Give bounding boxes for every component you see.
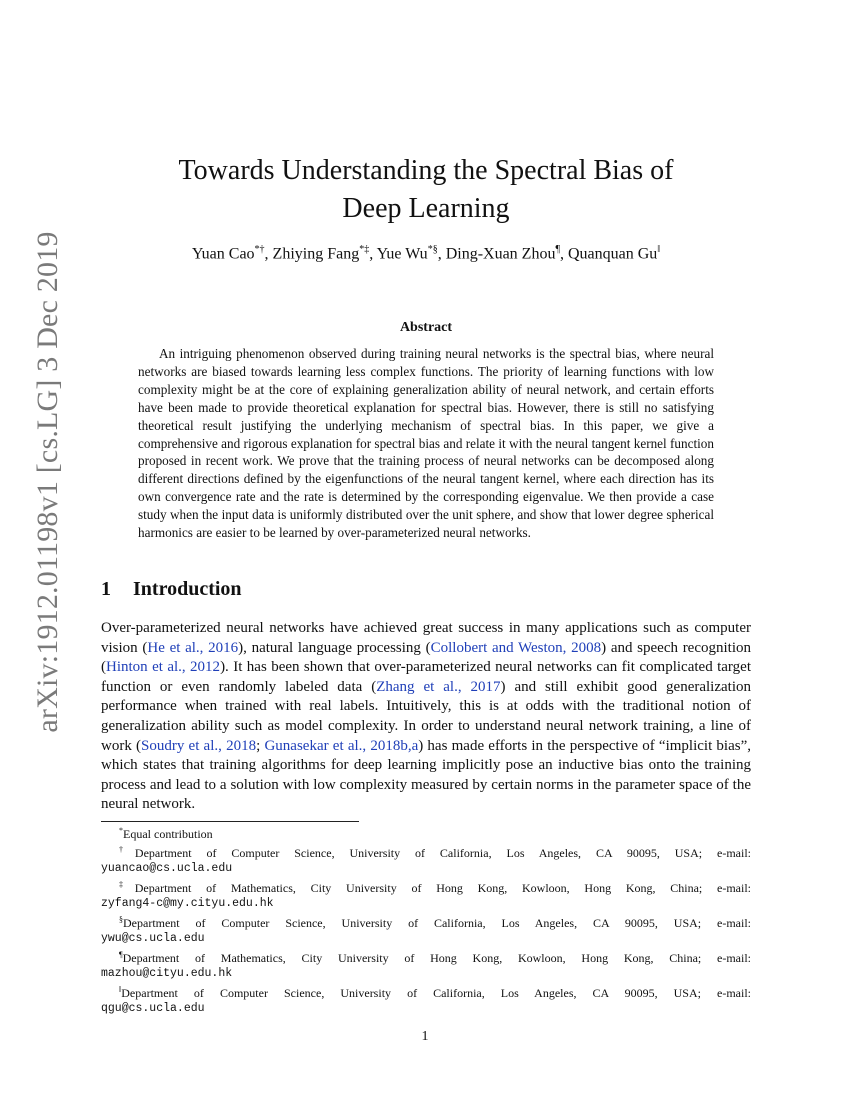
footnote-affiliation: [101, 912, 751, 947]
footnote-mark: ‡: [119, 880, 135, 889]
citation-link[interactable]: Soudry et al., 2018: [141, 737, 257, 754]
footnote-affiliation: [101, 842, 751, 877]
citation-link[interactable]: Hinton et al., 2012: [106, 659, 221, 676]
intro-text: ) and still exhibit good generalization performance when trained with real labels. Intuitively, this is at odds with the traditional notion of generalization ability such as model complexity. In order to understand neural network training, a line of work (: [101, 678, 751, 754]
footnote-equal-contribution: [101, 823, 751, 842]
footnote-email: ywu@cs.ucla.edu: [101, 932, 205, 945]
intro-text: ), natural language processing (: [238, 639, 431, 656]
footnote-text: Equal contribution: [123, 827, 213, 841]
citation-link[interactable]: Gunasekar et al., 2018b,a: [264, 737, 419, 754]
title-line-1: Towards Understanding the Spectral Bias of: [178, 155, 674, 186]
author-affiliation-mark: ¶: [555, 244, 560, 255]
footnote-affiliation: [101, 982, 751, 1017]
author-name: Yue Wu: [376, 245, 428, 263]
footnote-affiliation: [101, 877, 751, 912]
page-number: 1: [421, 1029, 429, 1044]
footnote-email: mazhou@cityu.edu.hk: [101, 967, 233, 980]
section-heading-introduction: [101, 578, 242, 601]
intro-text: ) and speech recognition (: [101, 639, 752, 676]
author-name: Yuan Cao: [191, 245, 255, 263]
introduction-paragraph: [101, 619, 751, 815]
author-affiliation-mark: *§: [427, 244, 438, 255]
footnote-text: Department of Computer Science, University of California, Los Angeles, CA 90095, USA; e-mail:: [121, 986, 751, 1000]
title-line-2: Deep Learning: [342, 193, 510, 224]
footnote-mark: §: [119, 915, 123, 924]
author-list: Yuan Cao*†, Zhiying Fang*‡, Yue Wu*§, Ding-Xuan Zhou¶, Quanquan Gu‖: [191, 244, 661, 263]
footnote-text: Department of Computer Science, University of California, Los Angeles, CA 90095, USA; e-mail:: [123, 916, 751, 930]
footnote-mark: †: [119, 845, 135, 854]
citation-link[interactable]: Zhang et al., 2017: [376, 678, 501, 695]
author-affiliation-mark: ‖: [657, 244, 661, 255]
author-affiliation-mark: *†: [254, 244, 265, 255]
paper-title: [100, 152, 752, 228]
footnote-text: Department of Mathematics, City University of Hong Kong, Kowloon, Hong Kong, China; e-mail:: [134, 881, 751, 895]
intro-text: ;: [256, 737, 265, 754]
footnote-email: qgu@cs.ucla.edu: [101, 1002, 205, 1015]
author-name: Ding-Xuan Zhou: [445, 245, 556, 263]
footnote-mark: *: [119, 826, 123, 835]
section-number: 1: [101, 578, 111, 600]
footnote-email: zyfang4-c@my.cityu.edu.hk: [101, 897, 274, 910]
footnote-mark: ¶: [119, 950, 123, 959]
footnote-email: yuancao@cs.ucla.edu: [101, 862, 233, 875]
section-title: Introduction: [133, 578, 242, 600]
footnote-divider: [101, 821, 359, 822]
intro-text: ) has made efforts in the perspective of “implicit bias”, which states that training algorithms for deep learning implicitly pose an inductive bias onto the training process and lead to a solution with low complexity measured by certain norms in the parameter space of the neural network.: [101, 737, 752, 813]
abstract-heading: Abstract: [399, 320, 453, 335]
arxiv-identifier-stamp: arXiv:1912.01198v1 [cs.LG] 3 Dec 2019: [31, 231, 64, 733]
author-name: Zhiying Fang: [272, 245, 360, 263]
intro-text: Over-parameterized neural networks have achieved great success in many applications such as computer vision (: [101, 620, 751, 656]
footnote-text: Department of Computer Science, University of California, Los Angeles, CA 90095, USA; e-mail:: [134, 846, 751, 860]
footnote-mark: ‖: [119, 985, 122, 994]
citation-link[interactable]: He et al., 2016: [147, 639, 239, 656]
footnote-text: Department of Mathematics, City University of Hong Kong, Kowloon, Hong Kong, China; e-mail:: [122, 951, 751, 965]
footnote-affiliation: [101, 947, 751, 982]
footnotes: [101, 823, 751, 1017]
abstract-text: An intriguing phenomenon observed during training neural networks is the spectral bias, where neural networks are biased towards learning less complex functions. The priority of learning functions with low complexity might be at the core of explaining generalization ability of neural network, and certain efforts have been made to provide theoretical explanation for spectral bias. However, there is still no satisfying theoretical result justifying the underlying mechanism of spectral bias. In this paper, we give a comprehensive and rigorous explanation for spectral bias and relate it with the neural tangent kernel function proposed in recent work. We prove that the training process of neural networks can be decomposed along different directions defined by the eigenfunctions of the neural tangent kernel, where each direction has its own convergence rate and the rate is determined by the corresponding eigenvalue. We then provide a case study when the input data is uniformly distributed over the unit sphere, and show that lower degree spherical harmonics are easier to be learned by over-parameterized neural networks.: [138, 346, 714, 541]
author-name: Quanquan Gu: [567, 245, 658, 263]
citation-link[interactable]: Collobert and Weston, 2008: [430, 639, 602, 656]
author-affiliation-mark: *‡: [359, 244, 370, 255]
intro-text: ). It has been shown that over-parameterized neural networks can fit complicated target function or even randomly labeled data (: [101, 659, 751, 695]
